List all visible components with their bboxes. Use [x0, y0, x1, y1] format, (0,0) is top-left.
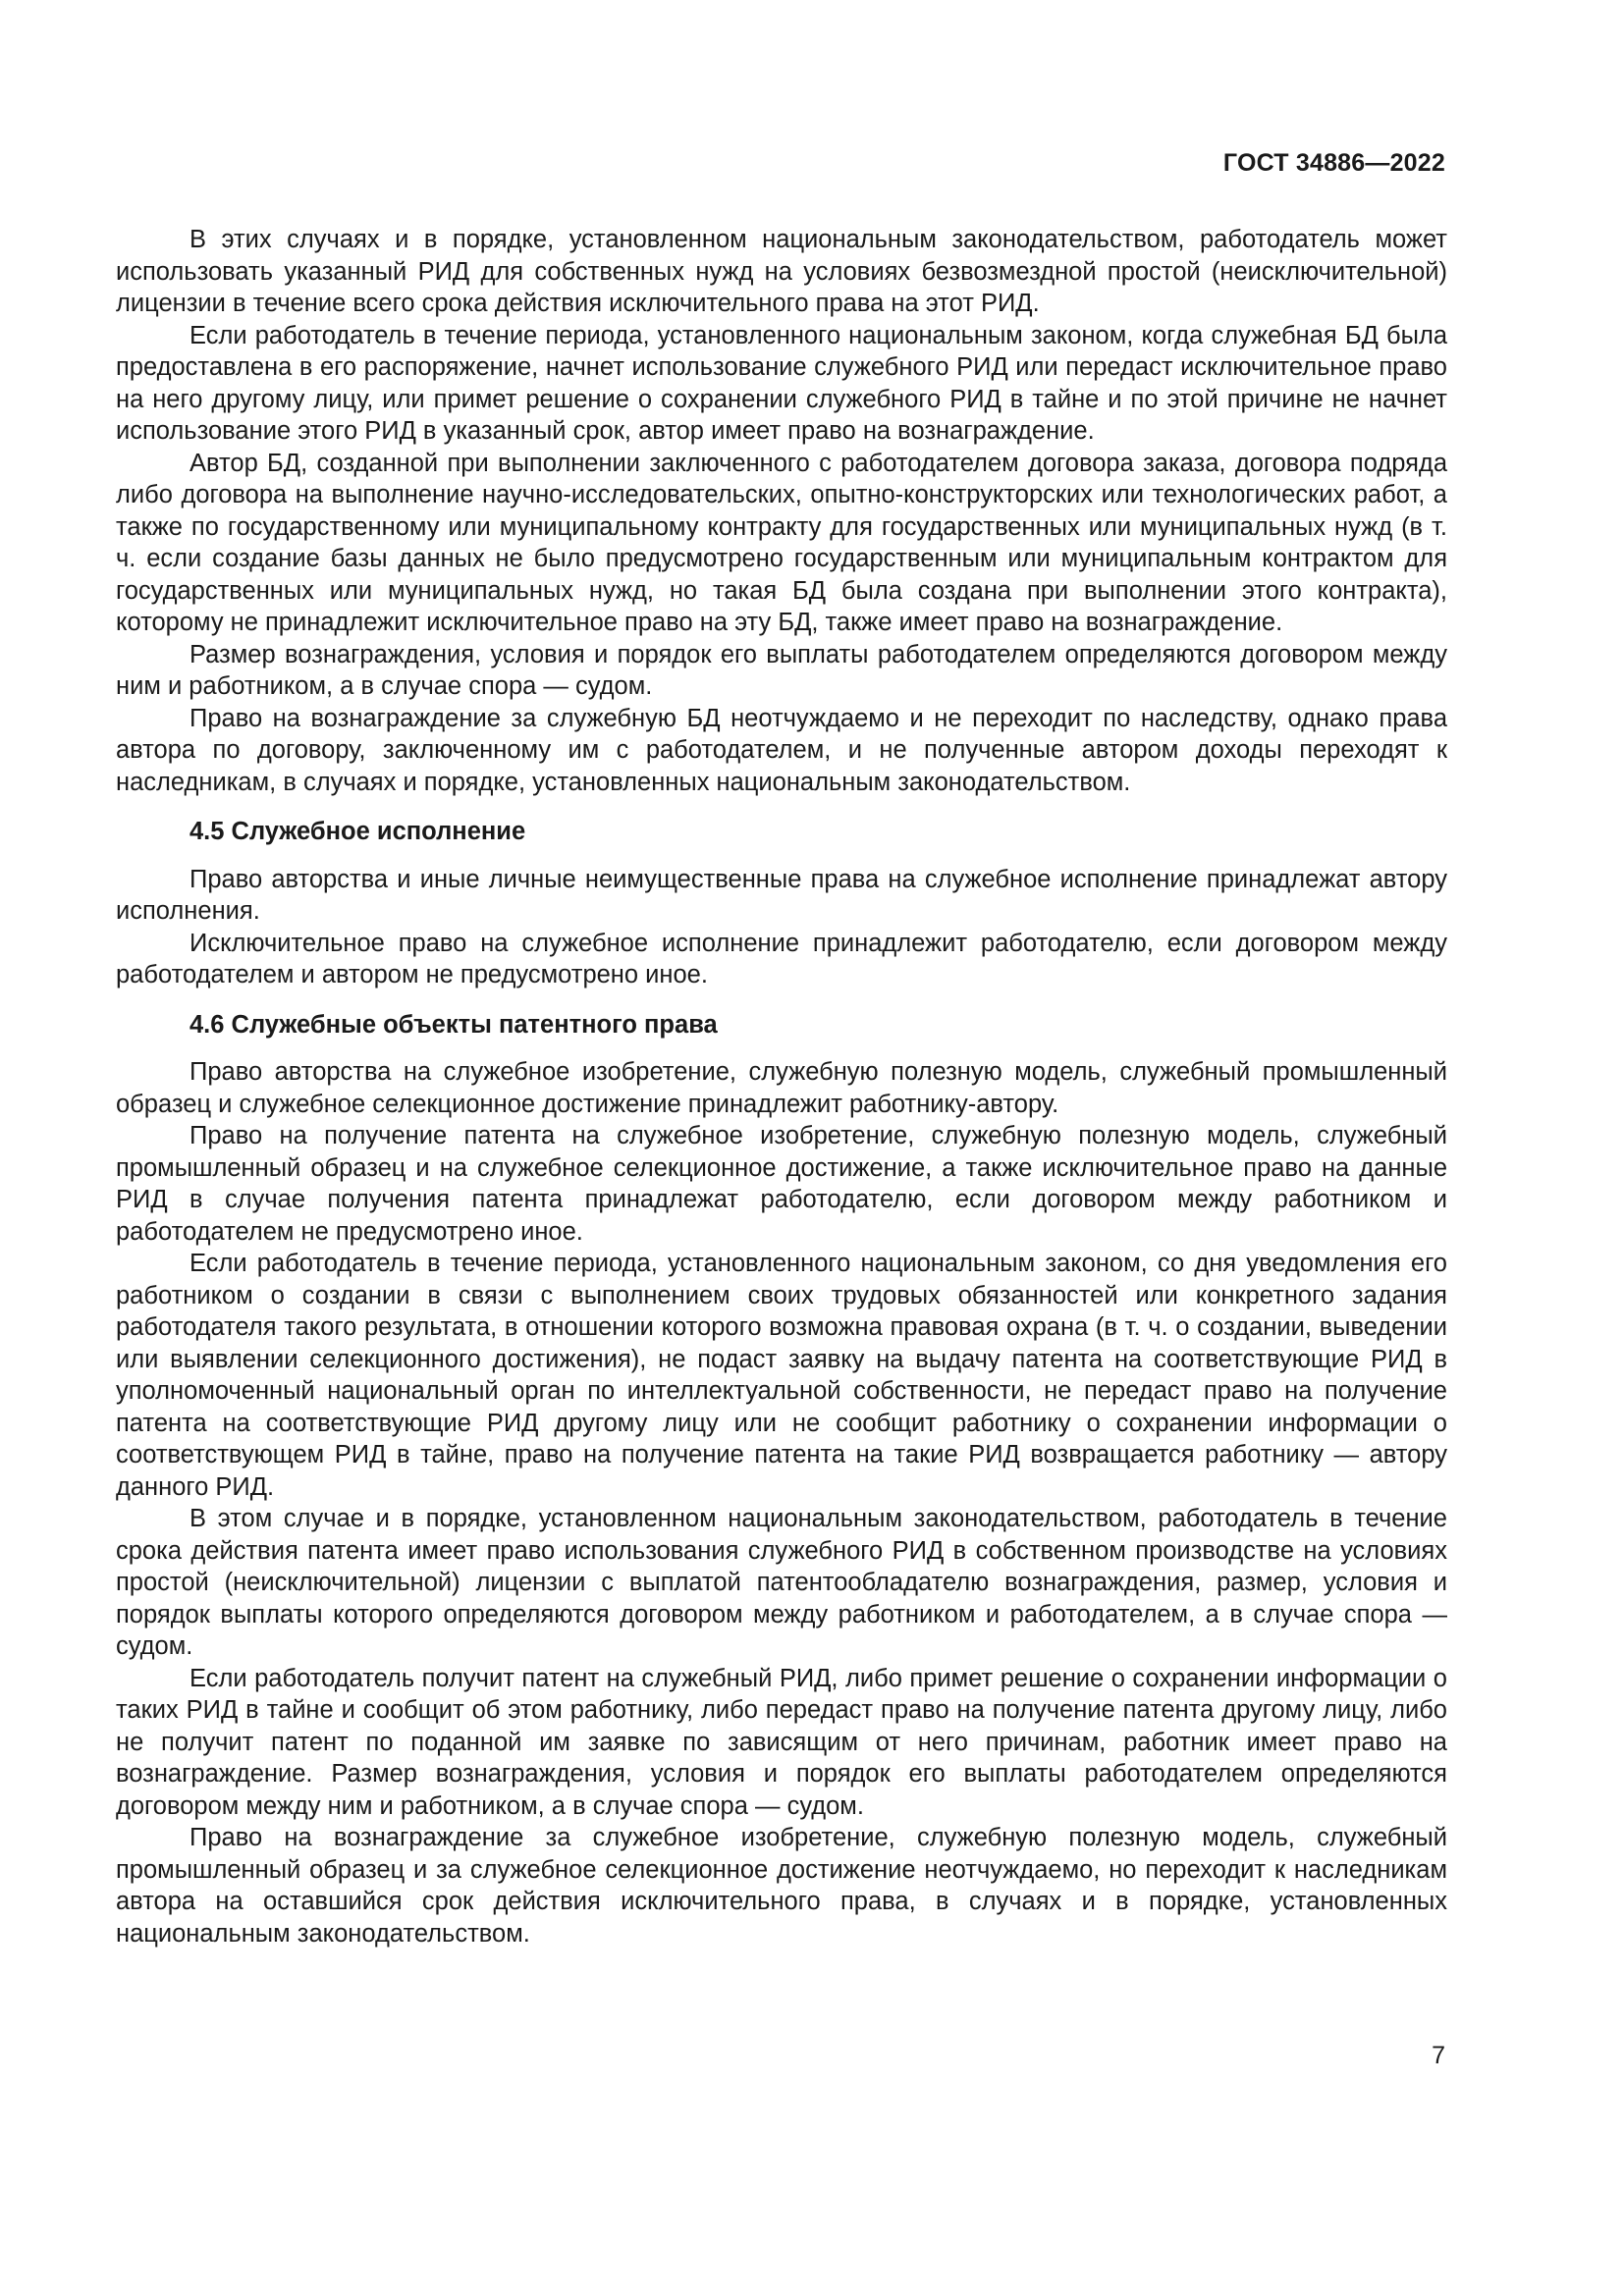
document-body — [116, 224, 1447, 1949]
section-heading-4-5: 4.5 Служебное исполнение — [189, 818, 526, 845]
paragraph: Если работодатель в течение периода, установленного национальным законом, со дня уведомления его работником о создании в связи с выполнением своих трудовых обязанностей или конкретного задания работодателя такого результата, в отношении которого возможна правовая охрана (в т. ч. о создании, выведении или выявлении селекционного достижения), не подаст заявку на выдачу патента на соответствующие РИД в уполномоченный национальный орган по интеллектуальной собственности, не передаст право на получение патента на соответствующие РИД другому лицу или не сообщит работнику о сохранении информации о соответствующем РИД в тайне, право на получение патента на такие РИД возвращается работнику — автору данного РИД. — [116, 1250, 1447, 1501]
paragraph: Если работодатель в течение периода, установленного национальным законом, когда служебная БД была предоставлена в его распоряжение, начнет использование служебного РИД или передаст исключительное право на него другому лицу, или примет решение о сохранении служебного РИД в тайне и по этой причине не начнет использование этого РИД в указанный срок, автор имеет право на вознаграждение. — [116, 321, 1447, 445]
document-code-header: ГОСТ 34886—2022 — [1222, 149, 1445, 177]
paragraph: Право авторства и иные личные неимущественные права на служебное исполнение принадлежат автору исполнения. — [116, 865, 1447, 925]
paragraph: Право на получение патента на служебное изобретение, служебную полезную модель, служебный промышленный образец и на служебное селекционное достижение, а также исключительное право на данные РИД в случае получения патента принадлежат работодателю, если договором между работником и работодателем не предусмотрено иное. — [116, 1122, 1447, 1246]
paragraph: Право авторства на служебное изобретение, служебную полезную модель, служебный промышленный образец и служебное селекционное достижение принадлежит работнику-автору. — [116, 1058, 1447, 1118]
paragraph: В этом случае и в порядке, установленном национальным законодательством, работодатель в течение срока действия патента имеет право использования служебного РИД в собственном производстве на условиях простой (неисключительной) лицензии с выплатой патентообладателю вознаграждения, размер, условия и порядок выплаты которого определяются договором между работником и работодателем, а в случае спора — судом. — [116, 1505, 1447, 1660]
paragraph: Если работодатель получит патент на служебный РИД, либо примет решение о сохранении информации о таких РИД в тайне и сообщит об этом работнику, либо передаст право на получение патента другому лицу, либо не получит патент по поданной им заявке по зависящим от него причинам, работник имеет право на вознаграждение. Размер вознаграждения, условия и порядок его выплаты работодателем определяются договором между ним и работником, а в случае спора — судом. — [116, 1664, 1447, 1820]
paragraph: В этих случаях и в порядке, установленном национальным законодательством, работодатель может использовать указанный РИД для собственных нужд на условиях безвозмездной простой (неисключительной) лицензии в течение всего срока действия исключительного права на этот РИД. — [116, 226, 1447, 317]
paragraph: Размер вознаграждения, условия и порядок его выплаты работодателем определяются договором между ним и работником, а в случае спора — судом. — [116, 640, 1447, 700]
section-heading-4-6: 4.6 Служебные объекты патентного права — [189, 1010, 718, 1039]
paragraph: Исключительное право на служебное исполнение принадлежит работодателю, если договором между работодателем и автором не предусмотрено иное. — [116, 929, 1447, 988]
paragraph: Право на вознаграждение за служебное изобретение, служебную полезную модель, служебный промышленный образец и за служебное селекционное достижение неотчуждаемо, но переходит к наследникам автора на оставшийся срок действия исключительного права, в случаях и в порядке, установленных национальным законодательством. — [116, 1824, 1447, 1948]
page-number: 7 — [1432, 2042, 1445, 2069]
paragraph: Автор БД, созданной при выполнении заключенного с работодателем договора заказа, договора подряда либо договора на выполнение научно-исследовательских, опытно-конструкторских или технологических работ, а также по государственному или муниципальному контракту для государственных или муниципальных нужд (в т. ч. если создание базы данных не было предусмотрено государственным или муниципальным контрактом для государственных или муниципальных нужд, но такая БД была создана при выполнении этого контракта), которому не принадлежит исключительное право на эту БД, также имеет право на вознаграждение. — [116, 449, 1447, 636]
paragraph: Право на вознаграждение за служебную БД неотчуждаемо и не переходит по наследству, однако права автора по договору, заключенному им с работодателем, и не полученные автором доходы переходят к наследникам, в случаях и порядке, установленных национальным законодательством. — [116, 704, 1447, 796]
